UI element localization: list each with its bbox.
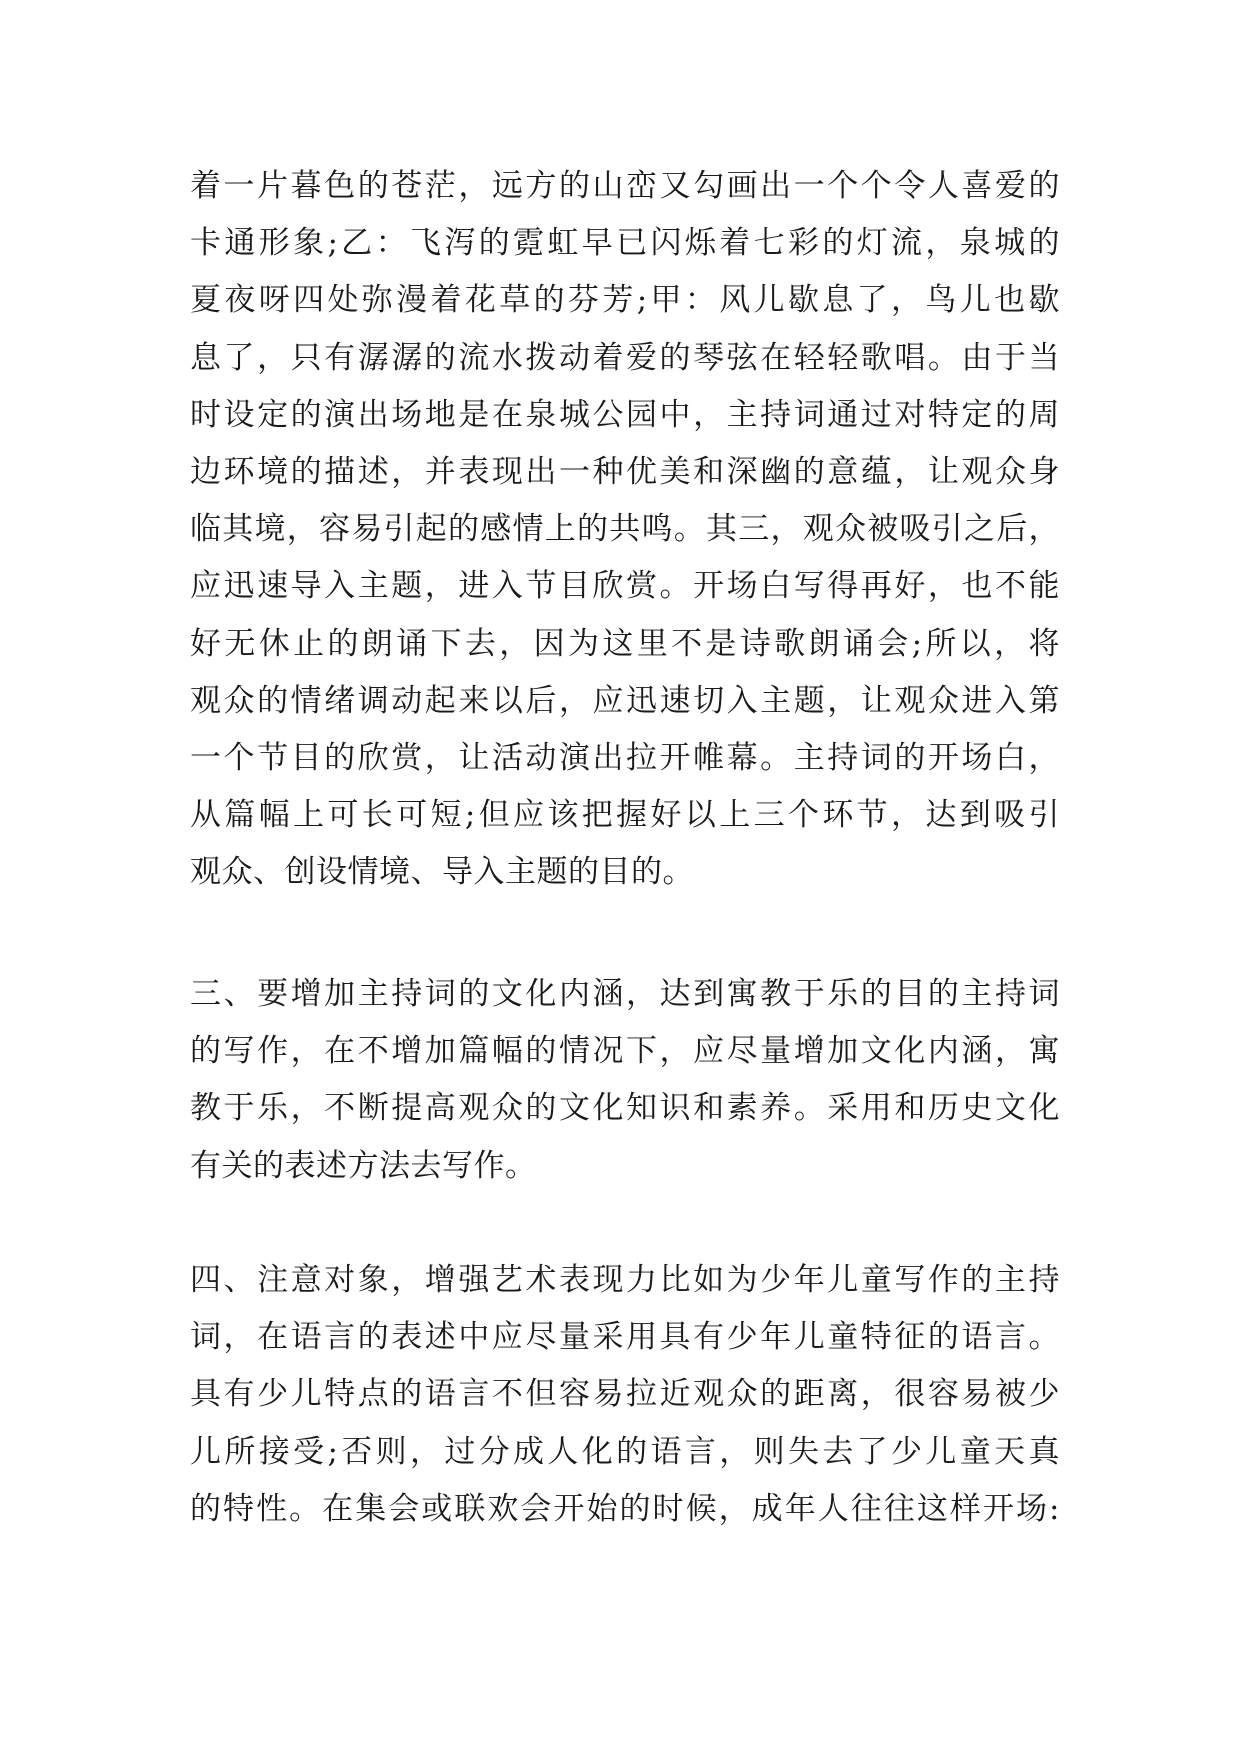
- text-line: 应迅速导入主题，进入节目欣赏。开场白写得再好，也不能: [190, 568, 1060, 605]
- text-line: 四、注意对象，增强艺术表现力比如为少年儿童写作的主持: [190, 1262, 1060, 1298]
- text-line: 从篇幅上可长可短;但应该把握好以上三个环节，达到吸引: [190, 797, 1060, 834]
- paragraph-opening-remarks: [190, 158, 1060, 901]
- text-line: 息了，只有潺潺的流水拨动着爱的琴弦在轻轻歌唱。由于当: [190, 339, 1060, 376]
- text-line: 一个节目的欣赏，让活动演出拉开帷幕。主持词的开场白，: [190, 739, 1060, 776]
- text-line: 的特性。在集会或联欢会开始的时候，成年人往往这样开场:: [190, 1490, 1060, 1527]
- text-line: 词，在语言的表述中应尽量采用具有少年儿童特征的语言。: [190, 1319, 1060, 1356]
- text-line: 临其境，容易引起的感情上的共鸣。其三，观众被吸引之后，: [190, 511, 1060, 548]
- text-line: 好无休止的朗诵下去，因为这里不是诗歌朗诵会;所以，将: [190, 625, 1060, 662]
- text-line: 具有少儿特点的语言不但容易拉近观众的距离，很容易被少: [190, 1376, 1060, 1413]
- text-line: 夏夜呀四处弥漫着花草的芬芳;甲：风儿歇息了，鸟儿也歇: [190, 282, 1060, 319]
- text-line: 的写作，在不增加篇幅的情况下，应尽量增加文化内涵，寓: [190, 1033, 1060, 1070]
- text-line: 三、要增加主持词的文化内涵，达到寓教于乐的目的主持词: [190, 976, 1060, 1012]
- text-line: 观众的情绪调动起来以后，应迅速切入主题，让观众进入第: [190, 682, 1060, 719]
- text-line: 卡通形象;乙：飞泻的霓虹早已闪烁着七彩的灯流，泉城的: [190, 225, 1060, 262]
- text-line: 观众、创设情境、导入主题的目的。: [190, 854, 694, 891]
- paragraph-section-four: [190, 1252, 1060, 1538]
- text-line: 着一片暮色的苍茫，远方的山峦又勾画出一个个令人喜爱的: [190, 168, 1060, 204]
- paragraph-section-three: [190, 966, 1060, 1195]
- text-line: 有关的表述方法去写作。: [190, 1147, 537, 1184]
- text-line: 时设定的演出场地是在泉城公园中，主持词通过对特定的周: [190, 396, 1060, 433]
- text-line: 教于乐，不断提高观众的文化知识和素养。采用和历史文化: [190, 1090, 1060, 1127]
- text-line: 边环境的描述，并表现出一种优美和深幽的意蕴，让观众身: [190, 453, 1060, 490]
- text-line: 儿所接受;否则，过分成人化的语言，则失去了少儿童天真: [190, 1433, 1060, 1470]
